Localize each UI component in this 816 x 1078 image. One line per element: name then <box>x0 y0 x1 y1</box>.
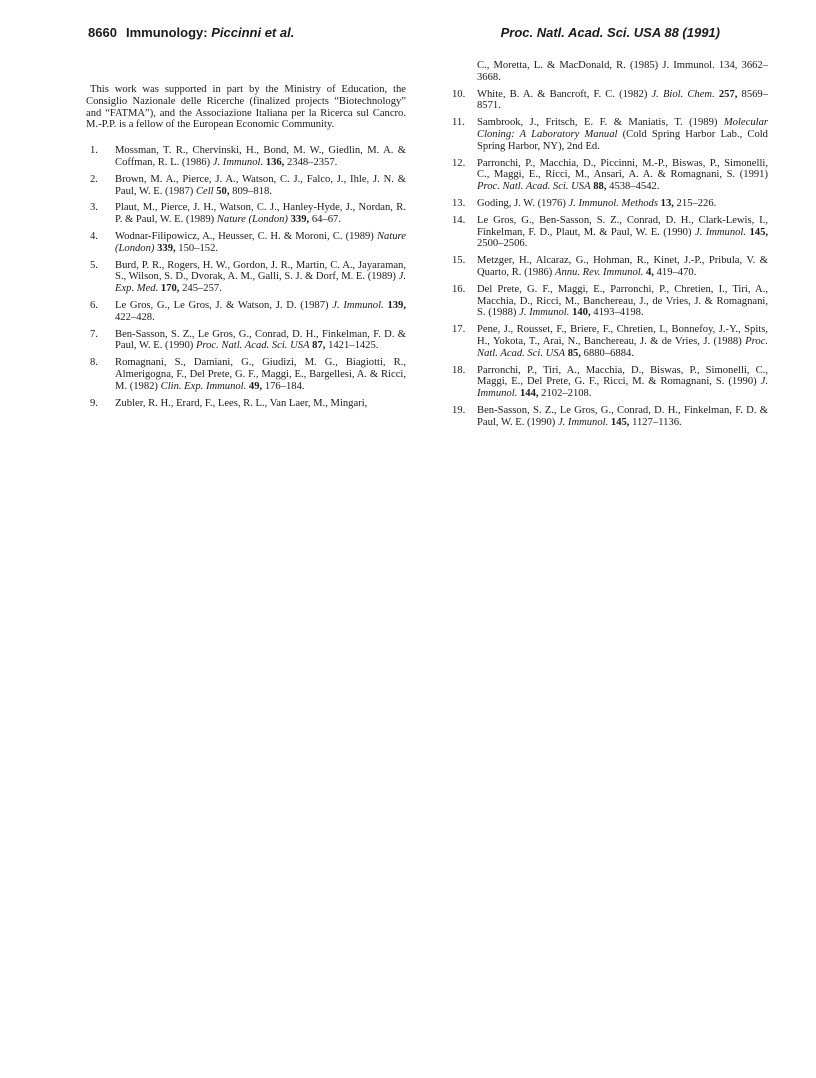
ref-volume: 145, <box>749 226 769 238</box>
ref-number: 2. <box>90 173 98 185</box>
ref-number: 10. <box>452 88 466 100</box>
reference-item <box>86 202 406 226</box>
reference-item <box>448 158 768 193</box>
ref-authors: Burd, P. R., Rogers, H. W., Gordon, J. R., Martin, C. A., Jayaraman, S., Wilson, S. D., Dvorak, A. M., Galli, S. J. & Dorf, M. E. (1989) <box>115 259 406 283</box>
ref-number: 16. <box>452 283 466 295</box>
ref-volume: 144, <box>519 388 539 400</box>
reference-item <box>86 329 406 353</box>
ref-journal: Proc. Natl. Acad. Sci. USA <box>477 335 768 359</box>
ref-number: 1. <box>90 145 98 157</box>
ref-authors: C., Moretta, L. & MacDonald, R. (1985) <box>477 60 659 71</box>
ref-authors: Ben-Sasson, S. Z., Le Gros, G., Conrad, D. H., Finkelman, F. D. & Paul, W. E. (1990) <box>115 328 406 352</box>
ref-volume: 4, <box>646 266 654 278</box>
ref-journal: J. Immunol. <box>212 156 264 168</box>
ref-journal: J. Immunol. <box>332 299 384 311</box>
ref-number: 13. <box>452 197 466 209</box>
ref-journal: J. Immunol. <box>557 416 609 428</box>
reference-item <box>448 284 768 319</box>
ref-pages: 4193–4198. <box>593 307 644 319</box>
reference-item <box>448 89 768 113</box>
reference-item <box>86 300 406 324</box>
ref-authors: Parronchi, P., Tiri, A., Macchia, D., Biswas, P., Simonelli, C., Maggi, E., Del Prete, G. F., Ricci, M. & Romagnani, S. (1990) <box>477 364 768 388</box>
ref-pages: (Cold Spring Harbor Lab., Cold Spring Harbor, NY), 2nd Ed. <box>477 128 768 152</box>
ref-authors: Metzger, H., Alcaraz, G., Hohman, R., Kinet, J.-P., Pribula, V. & Quarto, R. (1986) <box>477 255 768 278</box>
ref-volume: 140, <box>572 307 591 319</box>
running-authors: Piccinni et al. <box>211 25 295 40</box>
reference-item <box>448 117 768 152</box>
ref-volume: 257, <box>718 88 738 100</box>
page-number: 8660 <box>88 25 117 40</box>
ref-authors: Romagnani, S., Damiani, G., Giudizi, M. G., Biagiotti, R., Almerigogna, F., Del Prete, G. F., Maggi, E., Bargellesi, A. & Ricci, M. (1982) <box>115 357 406 392</box>
ref-pages: 2348–2357. <box>286 156 338 168</box>
ref-volume: 88, <box>593 181 607 193</box>
ref-number: 15. <box>452 255 466 267</box>
reference-item <box>86 145 406 169</box>
reference-item <box>448 365 768 400</box>
reference-item <box>86 260 406 295</box>
ref-number: 5. <box>90 259 98 271</box>
ref-volume: 50, <box>216 185 230 197</box>
ref-pages: 64–67. <box>311 214 341 226</box>
ref-number: 11. <box>452 117 465 129</box>
ref-authors: Del Prete, G. F., Maggi, E., Parronchi, P., Chretien, I., Tiri, A., Macchia, D., Ricci, M., Banchereau, J., de Vries, J. & Romagnani, S. (1988) <box>477 283 768 319</box>
ref-journal: Clin. Exp. Immunol. <box>160 380 247 392</box>
ref-authors: Wodnar-Filipowicz, A., Heusser, C. H. & Moroni, C. (1989) <box>115 230 374 242</box>
section-label: Immunology: <box>126 25 208 40</box>
ref-volume: 134, <box>718 60 738 71</box>
ref-pages: 2500–2506. <box>477 238 528 250</box>
journal-citation: Proc. Natl. Acad. Sci. USA 88 (1991) <box>500 25 720 40</box>
ref-volume: 13, <box>660 197 674 209</box>
ref-volume: 170, <box>160 283 180 295</box>
ref-authors: Ben-Sasson, S. Z., Le Gros, G., Conrad, D. H., Finkelman, F. D. & Paul, W. E. (1990) <box>477 404 768 428</box>
acknowledgment: This work was supported in part by the Ministry of Education, the Consiglio Nazionale delle Ricerche (finalized projects “Biotechnology” and “FATMA”), and the Associazione Italiana per la Ricerca sul Cancro. M.-P.P. is a fellow of the European Economic Community. <box>86 84 406 131</box>
ref-authors: Le Gros, G., Ben-Sasson, S. Z., Conrad, D. H., Clark-Lewis, I., Finkelman, F. D., Plaut, M. & Paul, W. E. (1990) <box>477 214 768 238</box>
reference-9-continuation <box>448 60 768 84</box>
ref-journal: Annu. Rev. Immunol. <box>554 266 644 278</box>
reference-item <box>86 174 406 198</box>
reference-item <box>448 255 768 279</box>
ref-pages: 3662–3668. <box>477 60 769 83</box>
ref-number: 17. <box>452 324 466 336</box>
ref-journal: J. Immunol. <box>477 376 768 400</box>
ref-pages: 176–184. <box>264 380 305 392</box>
reference-list-right <box>448 89 768 429</box>
ref-volume: 87, <box>312 340 326 352</box>
ref-journal: J. Exp. Med. <box>115 271 406 295</box>
ref-pages: 245–257. <box>182 283 222 295</box>
ref-volume: 136, <box>265 156 285 168</box>
ref-journal: J. Biol. Chem. <box>651 88 715 100</box>
ref-journal: Proc. Natl. Acad. Sci. USA <box>477 181 591 193</box>
ref-number: 19. <box>452 404 466 416</box>
ref-journal: Nature (London) <box>216 214 288 226</box>
ref-authors: Mossman, T. R., Chervinski, H., Bond, M. W., Giedlin, M. A. & Coffman, R. L. (1986) <box>115 145 406 168</box>
ref-pages: 809–818. <box>232 185 272 197</box>
ref-journal: J. Immunol. <box>519 307 570 319</box>
ref-authors: Le Gros, G., Le Gros, J. & Watson, J. D. (1987) <box>115 299 329 311</box>
ref-authors: Zubler, R. H., Erard, F., Lees, R. L., Van Laer, M., Mingari, <box>115 397 368 409</box>
reference-list-left <box>86 145 406 409</box>
ref-number: 4. <box>90 230 98 242</box>
ref-authors: Pene, J., Rousset, F., Briere, F., Chretien, I., Bonnefoy, J.-Y., Spits, H., Yokota, T., Arai, N., Banchereau, J. & de Vries, J. (1988) <box>477 324 768 347</box>
reference-item <box>86 398 406 410</box>
ref-volume: 339, <box>290 214 310 226</box>
running-header <box>88 25 720 45</box>
ref-authors: Brown, M. A., Pierce, J. A., Watson, C. J., Falco, J., Ihle, J. N. & Paul, W. E. (1987) <box>115 173 406 197</box>
ref-journal: J. Immunol. <box>694 226 747 238</box>
left-column <box>86 84 406 414</box>
ref-volume: 85, <box>567 347 581 359</box>
ref-volume: 139, <box>387 299 406 311</box>
ref-authors: Plaut, M., Pierce, J. H., Watson, C. J., Hanley-Hyde, J., Nordan, R. P. & Paul, W. E. (1989) <box>115 202 406 226</box>
reference-item <box>448 324 768 359</box>
ref-volume: 49, <box>248 380 263 392</box>
ref-number: 7. <box>90 328 98 340</box>
ref-pages: 2102–2108. <box>541 388 592 400</box>
ref-pages: 150–152. <box>178 242 219 254</box>
ref-authors: Goding, J. W. (1976) <box>477 197 566 209</box>
reference-item <box>448 405 768 429</box>
ref-authors: Sambrook, J., Fritsch, E. F. & Maniatis, T. (1989) <box>477 117 718 129</box>
ref-pages: 1127–1136. <box>632 416 682 428</box>
ref-pages: 422–428. <box>115 311 155 323</box>
ref-journal: Molecular Cloning: A Laboratory Manual <box>477 117 768 140</box>
reference-item <box>86 357 406 392</box>
reference-item <box>86 231 406 255</box>
ref-pages: 215–226. <box>676 197 717 209</box>
ref-volume: 339, <box>157 242 176 254</box>
ref-number: 8. <box>90 357 98 369</box>
ref-number: 12. <box>452 157 466 169</box>
ref-authors: Parronchi, P., Macchia, D., Piccinni, M.-P., Biswas, P., Simonelli, C., Maggi, E., Ricci, M., Ansari, A. A. & Romagnani, S. (1991) <box>477 157 768 181</box>
ref-number: 14. <box>452 214 466 226</box>
right-column <box>448 60 768 434</box>
ref-number: 3. <box>90 202 98 214</box>
reference-item <box>448 198 768 210</box>
ref-authors: White, B. A. & Bancroft, F. C. (1982) <box>477 88 648 100</box>
ref-pages: 419–470. <box>656 266 697 278</box>
ref-pages: 4538–4542. <box>609 181 660 193</box>
ref-journal: J. Immunol. <box>662 60 715 71</box>
ref-number: 6. <box>90 299 98 311</box>
ref-number: 9. <box>90 397 98 409</box>
ref-pages: 1421–1425. <box>328 340 379 352</box>
ref-number: 18. <box>452 364 466 376</box>
reference-item <box>448 215 768 250</box>
ref-journal: J. Immunol. Methods <box>568 197 658 209</box>
ref-pages: 8569–8571. <box>477 88 769 112</box>
ref-journal: Nature (London) <box>115 230 406 254</box>
ref-journal: Proc. Natl. Acad. Sci. USA <box>195 340 310 352</box>
section-title <box>126 25 294 40</box>
ref-volume: 145, <box>610 416 630 428</box>
ref-journal: Cell <box>195 185 214 197</box>
ref-pages: 6880–6884. <box>583 347 634 359</box>
